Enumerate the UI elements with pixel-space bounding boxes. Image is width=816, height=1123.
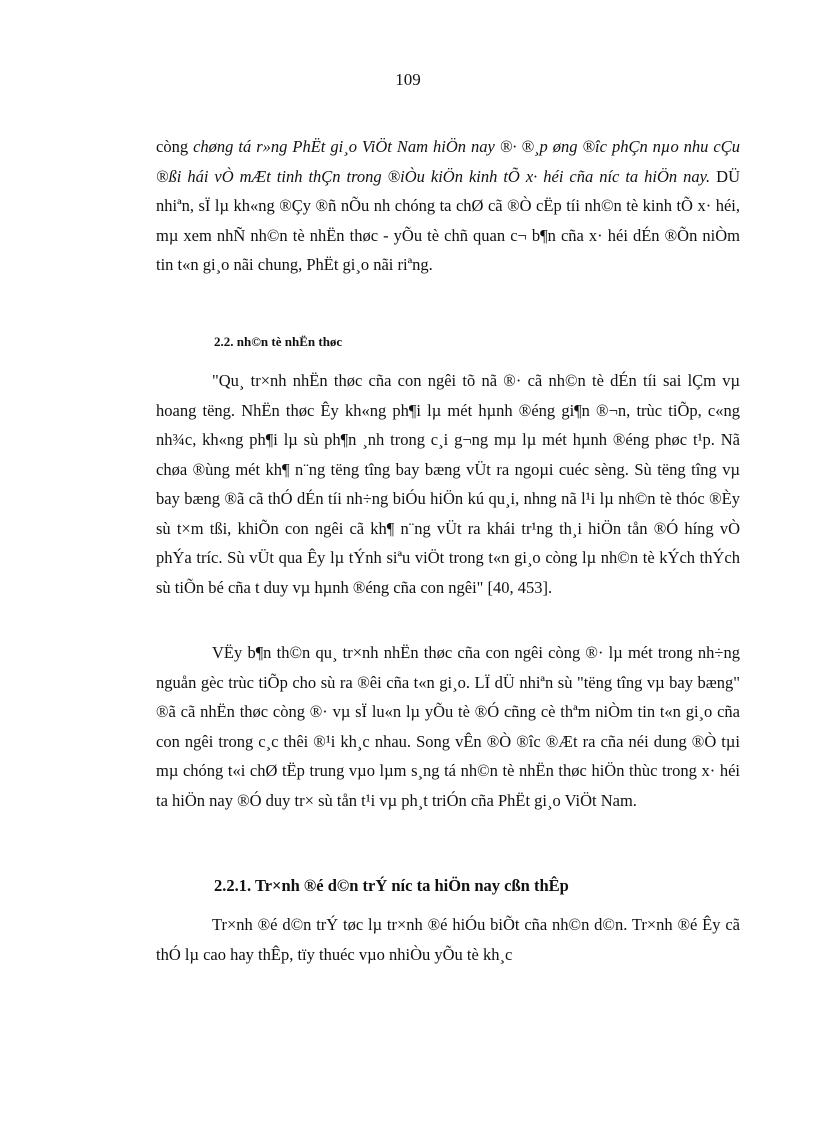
- paragraph-quote: "Qu¸ tr×nh nhËn thøc cña con ngêi tõ nã ®· cã nh©n tè dÉn tíi sai lÇm vµ hoang tëng. NhËn thøc Êy kh«ng ph¶i lµ mét hµnh ®éng gi¶n ®¬n, trùc tiÕp, c«ng nh¾c, kh«ng ph¶i lµ sù ph¶n ¸nh trong c¸i g¬ng mµ lµ mét hµnh ®éng phøc t¹p. Nã chøa ®ùng mét kh¶ n¨ng tëng tîng bay bæng vÜt ra ngoµi cuéc sèng. Sù tëng tîng vµ bay bæng ®ã cã thÓ dÉn tíi nh÷ng biÓu hiÖn kú qu¸i, nhng nã l¹i lµ nh©n tè thóc ®Èy sù t×m tßi, khiÕn con ngêi cã kh¶ n¨ng vÜt ra khái tr¹ng th¸i hiÖn tån ®Ó híng vÒ phÝa tríc. Sù vÜt qua Êy lµ tÝnh siªu viÖt trong t«n gi¸o còng lµ nh©n tè kÝch thÝch sù tiÕn bé cña t duy vµ hµnh ®éng cña con ngêi" [40, 453].: [156, 371, 740, 597]
- paragraph-lead: còng: [156, 137, 194, 156]
- paragraph-continuation: [156, 132, 740, 280]
- paragraph-conclusion: VËy b¶n th©n qu¸ tr×nh nhËn thøc cña con ngêi còng ®· lµ mét trong nh÷ng nguån gèc trùc tiÕp cho sù ra ®êi cña t«n gi¸o. LÏ dÜ nhiªn sù "tëng tîng vµ bay bæng" ®ã cã nhËn thøc còng ®· vµ sÏ lu«n lµ yÕu tè ®Ó cñng cè thªm niÒm tin t«n gi¸o cña con ngêi trong c¸c thêi ®¹i kh¸c nhau. Song vÊn ®Ò ®îc ®Æt ra cña néi dung ®Ò tµi mµ chóng t«i chØ tËp trung vµo lµm s¸ng tá nh©n tè nhËn thøc hiÖn thùc trong x· héi ta hiÖn nay ®Ó duy tr× sù tån t¹i vµ ph¸t triÓn cña PhËt gi¸o ViÖt Nam.: [156, 643, 740, 810]
- section-heading-2-2: 2.2. nh©n tè nhËn thøc: [214, 334, 343, 349]
- section-heading-2-2-1: 2.2.1. Tr×nh ®é d©n trÝ níc ta hiÖn nay cßn thÊp: [214, 876, 569, 895]
- paragraph-rest: DÜ nhiªn, sÏ lµ kh«ng ®Çy ®ñ nÕu nh chóng ta chØ cã ®Ò cËp tíi nh©n tè kinh tÕ x· héi, mµ xem nhÑ nh©n tè nhËn thøc - yÕu tè chñ quan c¬ b¶n cña x· héi dÉn ®Õn niÒm tin t«n gi¸o nãi chung, PhËt gi¸o nãi riªng.: [156, 166, 740, 274]
- page-number: 109: [395, 70, 421, 89]
- paragraph-italic-quote: chøng tá r»ng PhËt gi¸o ViÖt Nam hiÖn nay ®· ®¸p øng ®îc phÇn nµo nhu cÇu ®ßi hái vÒ mÆt tinh thÇn trong ®iÒu kiÖn kinh tÕ x· héi cña níc ta hiÖn nay.: [156, 137, 741, 186]
- paragraph-education-level: Tr×nh ®é d©n trÝ tøc lµ tr×nh ®é hiÓu biÕt cña nh©n d©n. Tr×nh ®é Êy cã thÓ lµ cao hay thÊp, tïy thuéc vµo nhiÒu yÕu tè kh¸c: [156, 915, 740, 964]
